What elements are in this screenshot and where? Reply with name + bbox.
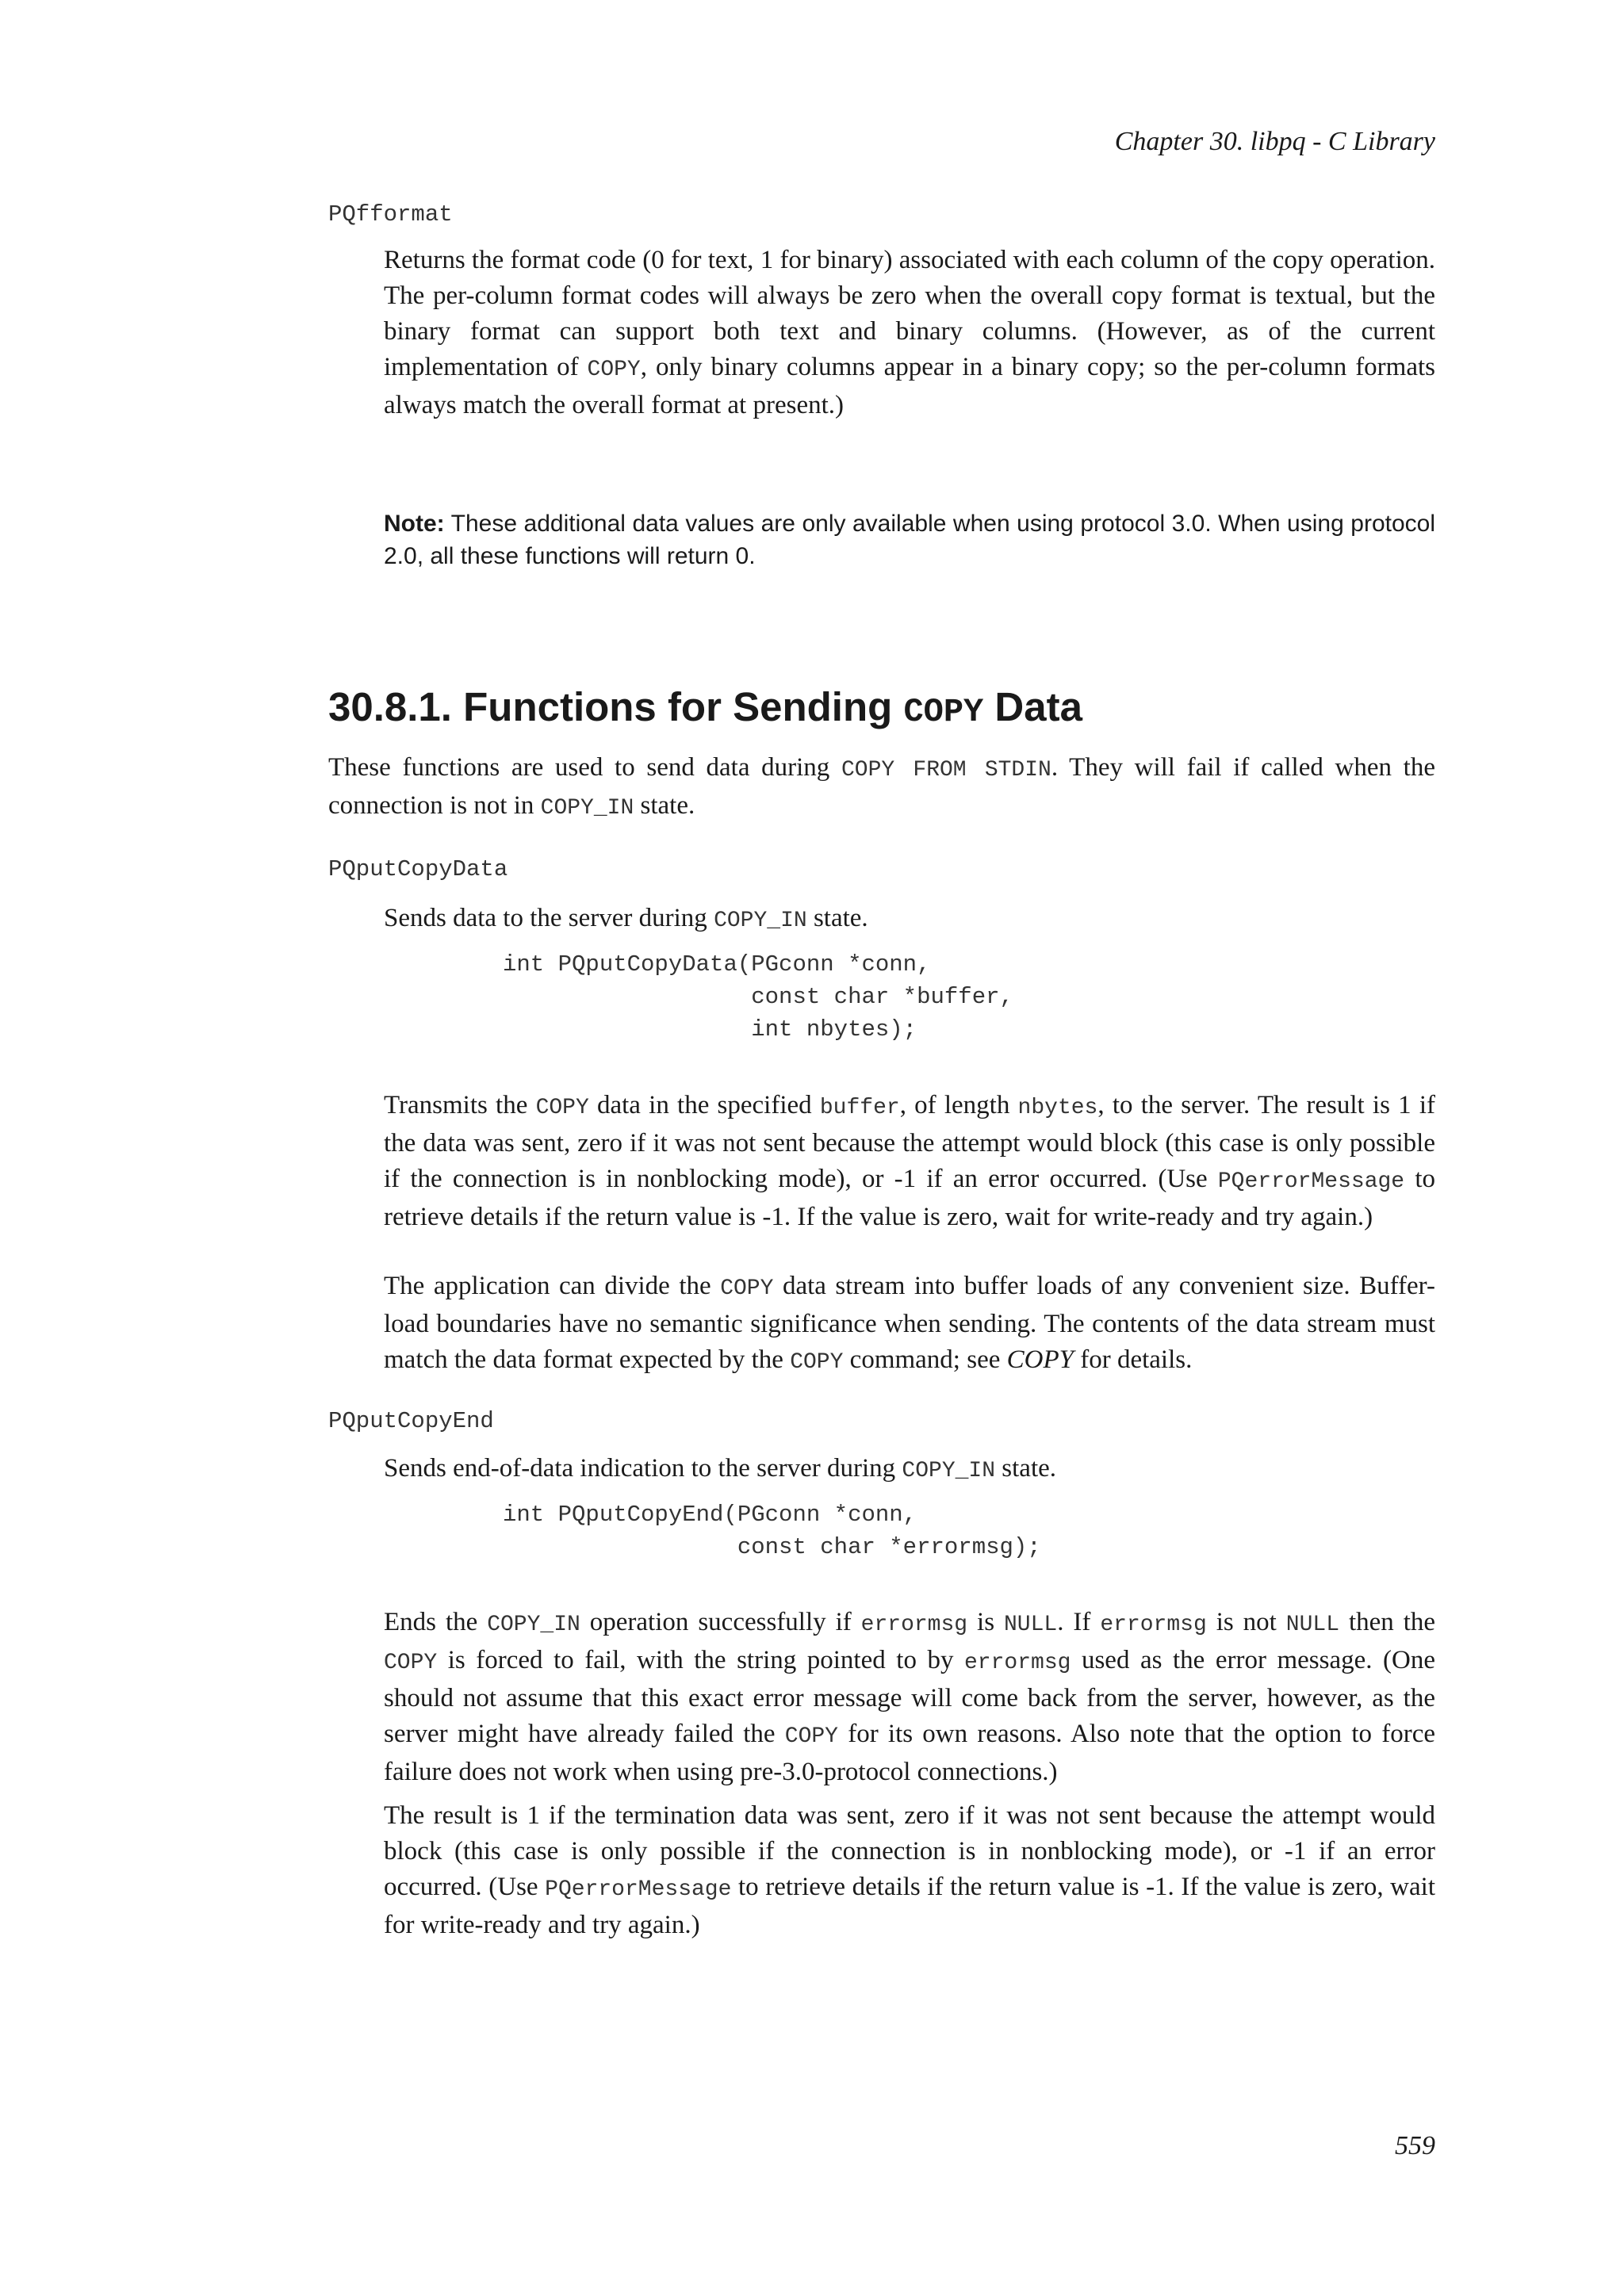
term-pqputcopyend: PQputCopyEnd bbox=[328, 1408, 494, 1434]
pqputcopyend-summary: Sends end-of-data indication to the server during COPY_IN state. bbox=[384, 1454, 1057, 1483]
term-pqfformat: PQfformat bbox=[328, 201, 453, 228]
pqputcopyend-paragraph-1: Ends the COPY_IN operation successfully if errormsg is NULL. If errormsg is not NULL then the COPY is forced to fail, with the string pointed to by errormsg used as the error message. (One should not assume that this exact error message will come back from the server, however, as the server might have already failed the COPY for its own reasons. Also note that the option to force failure does not work when using pre-3.0-protocol connections.) bbox=[384, 1608, 1436, 1786]
pqputcopydata-paragraph-2: The application can divide the COPY data stream into buffer loads of any convenient size. Buffer-load boundaries have no semantic significance when sending. The contents of the data stream must match the data format expected by the COPY command; see COPY for details. bbox=[384, 1272, 1436, 1375]
note-label: Note: bbox=[384, 511, 445, 537]
copy-command-reference[interactable]: COPY bbox=[1006, 1345, 1074, 1374]
section-intro: These functions are used to send data during COPY FROM STDIN. They will fail if called when the connection is not in COPY_IN state. bbox=[328, 753, 1435, 821]
pqputcopydata-signature: int PQputCopyData(PGconn *conn, const char *buffer, int nbytes); bbox=[503, 951, 1013, 1043]
pqfformat-description: Returns the format code (0 for text, 1 for binary) associated with each column of the copy operation. The per-column format codes will always be zero when the overall copy format is textual, but the binary format can support both text and binary columns. (However, as of the current implementation of COPY, only binary columns appear in a binary copy; so the per-column formats always match the overall format at present.) bbox=[384, 246, 1435, 419]
running-header: Chapter 30. libpq - C Library bbox=[1114, 127, 1435, 156]
note-text: These additional data values are only available when using protocol 3.0. When using protocol 2.0, all these functions will return 0. bbox=[384, 511, 1435, 569]
section-heading: 30.8.1. Functions for Sending COPY Data bbox=[328, 684, 1082, 731]
pqputcopyend-paragraph-2: The result is 1 if the termination data was sent, zero if it was not sent because the attempt would block (this case is only possible if the connection is in nonblocking mode), or -1 if an error occurred. (Use PQerrorMessage to retrieve details if the return value is -1. If the value is zero, wait for write-ready and try again.) bbox=[384, 1801, 1435, 1939]
page-number: 559 bbox=[1395, 2131, 1435, 2160]
pqputcopydata-summary: Sends data to the server during COPY_IN state. bbox=[384, 904, 868, 933]
pqputcopydata-paragraph-1: Transmits the COPY data in the specified buffer, of length nbytes, to the server. The result is 1 if the data was sent, zero if it was not sent because the attempt would block (this case is only possible if the connection is in nonblocking mode), or -1 if an error occurred. (Use PQerrorMessage to retrieve details if the return value is -1. If the value is zero, wait for write-ready and try again.) bbox=[384, 1091, 1435, 1231]
pqputcopyend-signature: int PQputCopyEnd(PGconn *conn, const char *errormsg); bbox=[503, 1502, 1041, 1560]
note-box bbox=[384, 507, 1435, 572]
term-pqputcopydata: PQputCopyData bbox=[328, 856, 508, 882]
